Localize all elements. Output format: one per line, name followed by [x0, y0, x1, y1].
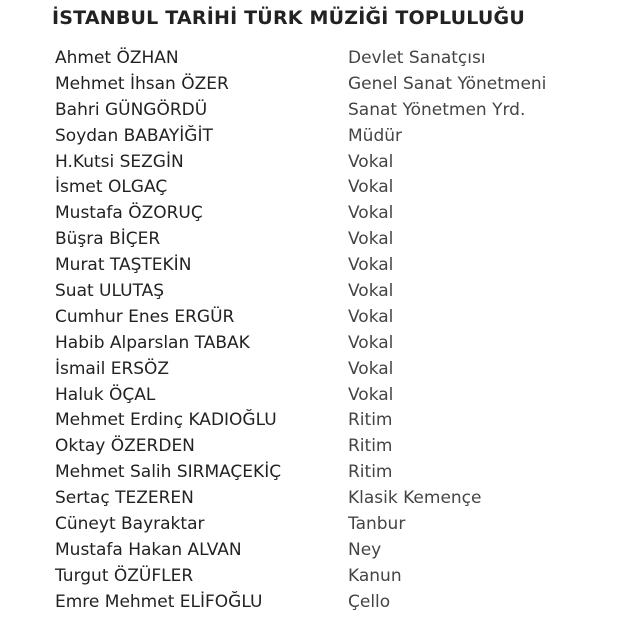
member-role: Vokal	[348, 332, 394, 353]
member-row	[55, 433, 595, 459]
member-row	[55, 278, 595, 304]
member-row	[55, 356, 595, 382]
member-row	[55, 149, 595, 175]
member-role: Vokal	[348, 358, 394, 379]
page-title: İSTANBUL TARİHİ TÜRK MÜZİĞİ TOPLULUĞU	[52, 7, 525, 29]
member-role: Ney	[348, 539, 382, 560]
member-role: Genel Sanat Yönetmeni	[348, 73, 547, 94]
member-name: Büşra BİÇER	[55, 229, 161, 250]
member-role: Klasik Kemençe	[348, 488, 482, 509]
member-role: Tanbur	[348, 513, 406, 534]
member-name: Emre Mehmet ELİFOĞLU	[55, 591, 263, 612]
member-role: Ritim	[348, 462, 393, 483]
member-role: Devlet Sanatçısı	[348, 47, 486, 68]
member-row	[55, 226, 595, 252]
member-row	[55, 537, 595, 563]
member-name: İsmail ERSÖZ	[55, 358, 170, 379]
member-role: Çello	[348, 591, 391, 612]
member-name: Mehmet İhsan ÖZER	[55, 73, 229, 94]
member-name: Mehmet Salih SIRMAÇEKİÇ	[55, 462, 282, 483]
member-row	[55, 459, 595, 485]
member-row	[55, 200, 595, 226]
member-name: Soydan BABAYİĞİT	[55, 125, 213, 146]
member-name: Suat ULUTAŞ	[55, 280, 165, 301]
member-row	[55, 71, 595, 97]
member-row	[55, 563, 595, 589]
member-roster	[55, 45, 595, 615]
member-role: Sanat Yönetmen Yrd.	[348, 99, 526, 120]
member-name: Bahri GÜNGÖRDÜ	[55, 99, 208, 120]
member-name: Turgut ÖZÜFLER	[55, 565, 194, 586]
member-name: Mustafa Hakan ALVAN	[55, 539, 242, 560]
member-row	[55, 330, 595, 356]
member-row	[55, 252, 595, 278]
member-name: Mehmet Erdinç KADIOĞLU	[55, 410, 277, 431]
member-role: Vokal	[348, 280, 394, 301]
member-row	[55, 304, 595, 330]
member-row	[55, 407, 595, 433]
member-role: Vokal	[348, 306, 394, 327]
member-role: Vokal	[348, 177, 394, 198]
member-row	[55, 589, 595, 615]
member-name: H.Kutsi SEZGİN	[55, 151, 184, 172]
member-row	[55, 45, 595, 71]
member-role: Vokal	[348, 203, 394, 224]
member-name: Murat TAŞTEKİN	[55, 255, 192, 276]
member-name: Cüneyt Bayraktar	[55, 513, 205, 534]
member-role: Vokal	[348, 229, 394, 250]
member-role: Müdür	[348, 125, 402, 146]
member-name: Habib Alparslan TABAK	[55, 332, 250, 353]
member-role: Kanun	[348, 565, 402, 586]
member-row	[55, 174, 595, 200]
member-row	[55, 485, 595, 511]
member-row	[55, 511, 595, 537]
member-name: İsmet OLGAÇ	[55, 177, 168, 198]
member-name: Ahmet ÖZHAN	[55, 47, 179, 68]
member-name: Sertaç TEZEREN	[55, 488, 194, 509]
member-name: Oktay ÖZERDEN	[55, 436, 195, 457]
member-role: Vokal	[348, 255, 394, 276]
member-role: Vokal	[348, 151, 394, 172]
member-role: Vokal	[348, 384, 394, 405]
member-row	[55, 382, 595, 408]
member-role: Ritim	[348, 436, 393, 457]
member-name: Haluk ÖÇAL	[55, 384, 156, 405]
member-role: Ritim	[348, 410, 393, 431]
member-row	[55, 97, 595, 123]
member-row	[55, 123, 595, 149]
member-name: Cumhur Enes ERGÜR	[55, 306, 235, 327]
member-name: Mustafa ÖZORUÇ	[55, 203, 203, 224]
